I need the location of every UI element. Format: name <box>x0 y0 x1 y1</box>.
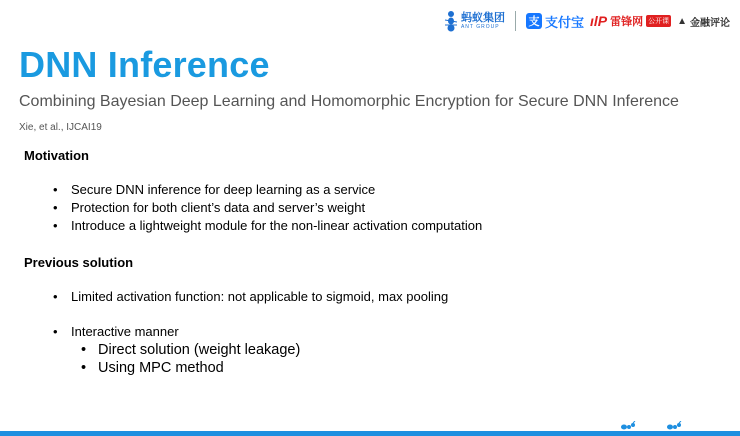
list-item: • Using MPC method <box>78 359 300 377</box>
leifeng-logo <box>590 13 671 29</box>
list-item: • Direct solution (weight leakage) <box>78 341 300 359</box>
motivation-list <box>50 181 482 235</box>
alipay-text: 支付宝 <box>544 14 584 30</box>
list-item: • Protection for both client’s data and server’s weight <box>50 199 482 217</box>
jinrong-icon: ▲ <box>677 15 687 27</box>
ant-icon <box>666 421 682 431</box>
ant-group-cn: 蚂蚁集团 <box>460 11 505 24</box>
list-item: • Secure DNN inference for deep learning as a service <box>50 181 482 199</box>
header-logos <box>444 6 730 36</box>
list-item: • Limited activation function: not applicable to sigmoid, max pooling <box>50 288 448 306</box>
jinrong-text: 金融评论 <box>690 17 730 29</box>
alipay-icon: 支 <box>526 13 542 29</box>
slide-subtitle <box>19 90 699 140</box>
jinrong-logo <box>677 14 730 29</box>
ant-icon <box>620 421 636 431</box>
logo-divider <box>515 11 516 31</box>
list-item: • Introduce a lightweight module for the non-linear activation computation <box>50 217 482 235</box>
motivation-heading: Motivation <box>24 148 89 163</box>
list-item: • Interactive manner <box>50 323 448 341</box>
interactive-sublist <box>78 341 300 377</box>
leifeng-text: 雷锋网 <box>610 16 644 28</box>
leifeng-tag: 公开课 <box>646 15 671 27</box>
citation: Xie, et al., IJCAI19 <box>19 122 102 133</box>
slide-title: DNN Inference <box>19 44 270 85</box>
footer-ants <box>620 421 682 431</box>
subtitle-text: Combining Bayesian Deep Learning and Homomorphic Encryption for Secure DNN Inference <box>19 93 679 110</box>
previous-solution-list <box>50 288 448 341</box>
alipay-logo <box>526 12 584 31</box>
footer-bar <box>0 431 740 436</box>
ant-group-logo <box>444 10 505 32</box>
ant-group-en: ANT GROUP <box>460 23 500 30</box>
previous-solution-heading: Previous solution <box>24 255 134 270</box>
ant-icon <box>444 10 458 32</box>
leifeng-icon: ılP <box>589 13 608 29</box>
